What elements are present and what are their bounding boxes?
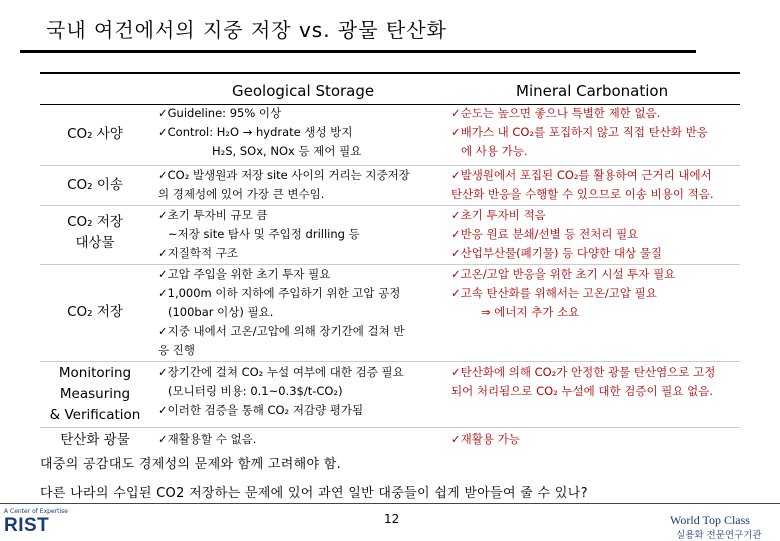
brand-slogan: World Top Class — [670, 513, 750, 527]
cell-geo-storage-target: ✓초기 투자비 규모 큼 ~저장 site 탐사 및 주입정 drilling 등 ✓지질학적 구조 — [158, 208, 360, 260]
row-label-co2-spec: CO₂ 사양 — [67, 126, 123, 142]
cell-min-co2-storage: ✓고온/고압 반응을 위한 초기 시설 투자 필요 ✓고속 탄산화를 위해서는 고온/고압 필요 ⇒ 에너지 추가 소요 — [451, 267, 676, 319]
row-separator — [40, 427, 740, 428]
table-top-rule — [40, 72, 740, 74]
cell-min-carbonated-mineral: ✓재활용 가능 — [451, 432, 520, 446]
row-label-co2-storage: CO₂ 저장 — [67, 304, 123, 320]
note-public-consensus: 대중의 공감대도 경제성의 문제와 함께 고려해야 함. — [40, 457, 342, 472]
cell-min-co2-transport: ✓발생원에서 포집된 CO₂를 활용하여 근거리 내에서 탄산화 반응을 수행할 수 있으므로 이송 비용이 적음. — [451, 168, 714, 201]
org-tagline: A Center of Expertise — [4, 508, 68, 515]
cell-geo-mmv: ✓장기간에 걸쳐 CO₂ 누설 여부에 대한 검증 필요 (모니터링 비용: 0.1~0.3$/t-CO₂) ✓이러한 검증을 통해 CO₂ 저감량 평가됨 — [158, 365, 404, 417]
row-label-mmv: Monitoring Measuring & Verification — [49, 365, 141, 423]
cell-geo-co2-storage: ✓고압 주입을 위한 초기 투자 필요 ✓1,000m 이하 지하에 주입하기 위한 고압 공정 (100bar 이상) 필요. ✓지중 내에서 고온/고압에 의해 장기간에 걸쳐 반 응 진행 — [158, 267, 405, 357]
cell-min-storage-target: ✓초기 투자비 적음 ✓반응 원료 분쇄/선별 등 전처리 필요 ✓산업부산물(폐기물) 등 다양한 대상 물질 — [451, 208, 662, 260]
row-label-carbonated-mineral: 탄산화 광물 — [60, 432, 130, 448]
cell-geo-co2-spec: ✓Guideline: 95% 이상 ✓Control: H₂O → hydrate 생성 방지 H₂S, SOx, NOx 등 제어 필요 — [158, 106, 362, 158]
page-number: 12 — [384, 512, 400, 526]
page-title: 국내 여건에서의 지중 저장 vs. 광물 탄산화 — [46, 18, 447, 42]
header-mineral-carbonation: Mineral Carbonation — [516, 82, 669, 100]
row-label-storage-target: CO₂ 저장 대상물 — [67, 214, 123, 251]
cell-geo-carbonated-mineral: ✓재활용할 수 없음. — [158, 432, 257, 446]
title-underline — [20, 50, 696, 53]
rist-logo: RIST — [4, 515, 50, 536]
row-separator — [40, 361, 740, 362]
header-geological-storage: Geological Storage — [232, 82, 375, 100]
cell-min-mmv: ✓탄산화에 의해 CO₂가 안정한 광물 탄산염으로 고정 되어 처리됨으로 CO₂ 누설에 대한 검증이 필요 없음. — [451, 365, 716, 398]
footer-rule — [0, 503, 780, 504]
cell-min-co2-spec: ✓순도는 높으면 좋으나 특별한 제한 없음. ✓배가스 내 CO₂를 포집하지 않고 직접 탄산화 반응 에 사용 가능. — [451, 106, 708, 158]
note-imported-co2: 다른 나라의 수입된 CO2 저장하는 문제에 있어 과연 일반 대중들이 쉽게 받아들여 줄 수 있나? — [40, 486, 588, 501]
row-label-co2-transport: CO₂ 이송 — [67, 177, 123, 193]
brand-subtitle: 실용화 전문연구기관 — [676, 530, 762, 541]
cell-geo-co2-transport: ✓CO₂ 발생원과 저장 site 사이의 거리는 지중저장 의 경제성에 있어 가장 큰 변수임. — [158, 168, 410, 201]
